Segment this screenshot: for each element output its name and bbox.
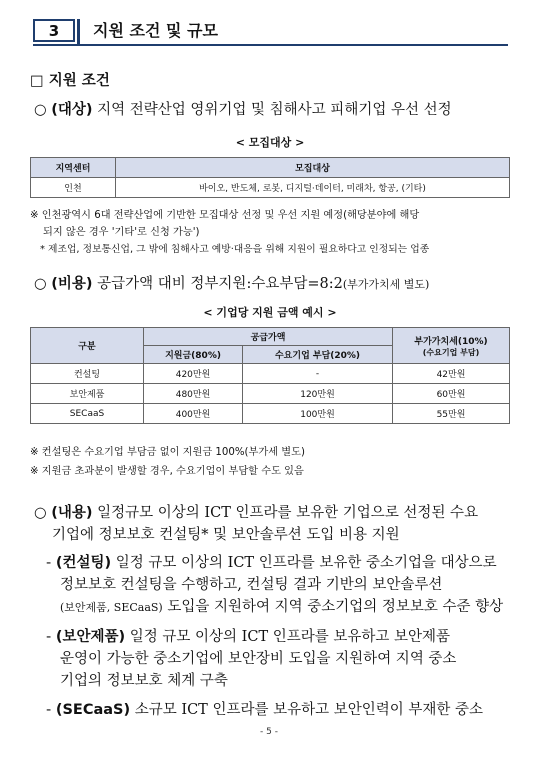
- table-row: [31, 404, 510, 424]
- table-cell: 60만원: [393, 384, 510, 404]
- table-header: 모집대상: [116, 158, 510, 178]
- product-label: (보안제품): [55, 629, 126, 645]
- table-header: 수요기업 부담(20%): [243, 346, 393, 364]
- note1-line3: * 제조업, 정보통신업, 그 밖에 침해사고 예방·대응을 위해 지원이 필요하다고 인정되는 업종: [40, 244, 430, 255]
- secaas-label: (SECaaS): [55, 702, 131, 718]
- table-cell: 42만원: [393, 364, 510, 384]
- recruit-target-table: [30, 157, 510, 198]
- table2-title: < 기업당 지원 금액 예시 >: [203, 306, 337, 319]
- target-bullet: ○: [34, 102, 47, 118]
- table-cell: 100만원: [243, 404, 393, 424]
- consulting-line1: [46, 551, 497, 572]
- table-header: 구분: [31, 328, 144, 364]
- cost-suffix: (부가가치세 별도): [342, 278, 430, 291]
- target-text: 지역 전략산업 영위기업 및 침해사고 피해기업 우선 선정: [97, 102, 452, 118]
- consulting-line3: [60, 595, 503, 616]
- cost-label: (비용): [51, 276, 93, 292]
- product-dash: -: [46, 629, 52, 645]
- cost-text: 공급가액 대비 정부지원:수요부담=8:2: [97, 276, 343, 292]
- content-text1: 일정규모 이상의 ICT 인프라를 보유한 기업으로 선정된 수요: [97, 505, 479, 521]
- cost-bullet: ○: [34, 276, 47, 292]
- table-header: 지역센터: [31, 158, 116, 178]
- content-bullet: ○: [34, 505, 47, 521]
- section-number: 3: [33, 19, 75, 42]
- table-header: 공급가액: [144, 328, 393, 346]
- subheading: □ 지원 조건: [30, 73, 110, 89]
- section-divider: [77, 19, 80, 44]
- secaas-text1: 소규모 ICT 인프라를 보유하고 보안인력이 부재한 중소: [134, 702, 484, 718]
- table-cell: 480만원: [144, 384, 243, 404]
- table-cell: 400만원: [144, 404, 243, 424]
- page-number: - 5 -: [260, 727, 278, 737]
- table-header-row: [31, 328, 510, 346]
- consulting-dash: -: [46, 555, 52, 571]
- table-cell: 120만원: [243, 384, 393, 404]
- secaas-line1: [46, 698, 483, 719]
- cost-line: [34, 272, 429, 293]
- content-line2: 기업에 정보보호 컨설팅* 및 보안솔루션 도입 비용 지원: [52, 527, 400, 543]
- table-row: [31, 384, 510, 404]
- section-header: [33, 19, 508, 46]
- content-label: (내용): [51, 505, 93, 521]
- table-cell: 420만원: [144, 364, 243, 384]
- table-header: 지원금(80%): [144, 346, 243, 364]
- note1-line2: 되지 않은 경우 '기타'로 신청 가능'): [43, 227, 200, 238]
- consulting-text3: 도입을 지원하여 지역 중소기업의 정보보호 수준 향상: [167, 599, 504, 615]
- consulting-small-text: (보안제품, SECaaS): [60, 601, 163, 614]
- table-row: [31, 364, 510, 384]
- table-cell: 컨설팅: [31, 364, 144, 384]
- table-cell: -: [243, 364, 393, 384]
- product-text1: 일정 규모 이상의 ICT 인프라를 보유하고 보안제품: [129, 629, 451, 645]
- table-cell: 보안제품: [31, 384, 144, 404]
- table-row: [31, 178, 510, 198]
- target-label: (대상): [51, 102, 93, 118]
- table1-title: < 모집대상 >: [235, 136, 305, 149]
- note1-line1: ※ 인천광역시 6대 전략산업에 기반한 모집대상 선정 및 우선 지원 예정(해당분야에 해당: [30, 210, 420, 221]
- note2-line1: ※ 컨설팅은 수요기업 부담금 없이 지원금 100%(부가세 별도): [30, 447, 305, 458]
- secaas-dash: -: [46, 702, 52, 718]
- section-title: 지원 조건 및 규모: [93, 21, 218, 40]
- consulting-label: (컨설팅): [55, 555, 112, 571]
- product-line3: 기업의 정보보호 체계 구축: [60, 673, 228, 689]
- table-header-vat: [393, 328, 510, 364]
- vat-header-label: 부가가치세(10%): [414, 336, 488, 347]
- table-cell: SECaaS: [31, 404, 144, 424]
- note2-line2: ※ 지원금 초과분이 발생할 경우, 수요기업이 부담할 수도 있음: [30, 466, 304, 477]
- consulting-text1: 일정 규모 이상의 ICT 인프라를 보유한 중소기업을 대상으로: [115, 555, 497, 571]
- product-line1: [46, 625, 450, 646]
- support-amount-table: [30, 327, 510, 424]
- content-line1: [34, 501, 478, 522]
- table-cell: 55만원: [393, 404, 510, 424]
- table-header-row: [31, 158, 510, 178]
- consulting-line2: 정보보호 컨설팅을 수행하고, 컨설팅 결과 기반의 보안솔루션: [60, 577, 443, 593]
- vat-header-sublabel: (수요기업 부담): [422, 347, 480, 357]
- target-line: [34, 98, 452, 119]
- product-line2: 운영이 가능한 중소기업에 보안장비 도입을 지원하여 지역 중소: [60, 651, 457, 667]
- table-cell: 인천: [31, 178, 116, 198]
- table-cell: 바이오, 반도체, 로봇, 디지털·데이터, 미래차, 항공, (기타): [116, 178, 510, 198]
